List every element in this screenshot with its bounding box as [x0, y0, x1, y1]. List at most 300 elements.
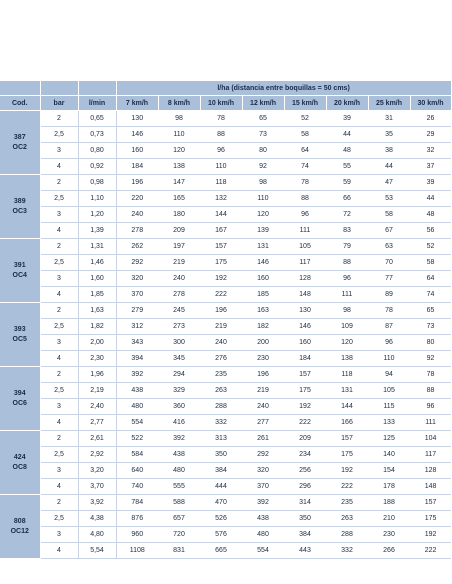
application-rate-cell: 831: [158, 543, 200, 559]
application-rate-cell: 47: [368, 175, 410, 191]
application-rate-cell: 370: [242, 479, 284, 495]
application-rate-cell: 222: [200, 287, 242, 303]
application-rate-cell: 73: [242, 127, 284, 143]
table-row: [0, 383, 451, 399]
application-rate-cell: 657: [158, 511, 200, 527]
pressure-cell: 2: [40, 303, 78, 319]
application-rate-cell: 278: [116, 223, 158, 239]
application-rate-cell: 53: [368, 191, 410, 207]
application-rate-cell: 279: [116, 303, 158, 319]
pressure-cell: 2: [40, 111, 78, 127]
application-rate-cell: 175: [200, 255, 242, 271]
application-rate-cell: 220: [116, 191, 158, 207]
application-rate-cell: 480: [116, 399, 158, 415]
table-row: [0, 415, 451, 431]
header-bar: bar: [40, 96, 78, 111]
pressure-cell: 3: [40, 399, 78, 415]
application-rate-cell: 640: [116, 463, 158, 479]
flow-rate-cell: 1,31: [78, 239, 116, 255]
application-rate-cell: 96: [284, 207, 326, 223]
nozzle-code-cell: [0, 303, 40, 367]
application-rate-cell: 192: [200, 271, 242, 287]
flow-rate-cell: 2,30: [78, 351, 116, 367]
application-rate-cell: 157: [284, 367, 326, 383]
application-rate-cell: 240: [158, 271, 200, 287]
flow-rate-cell: 1,82: [78, 319, 116, 335]
application-rate-cell: 105: [368, 383, 410, 399]
application-rate-cell: 245: [158, 303, 200, 319]
application-rate-cell: 87: [368, 319, 410, 335]
application-rate-cell: 370: [116, 287, 158, 303]
application-rate-cell: 1108: [116, 543, 158, 559]
application-rate-cell: 88: [200, 127, 242, 143]
application-rate-cell: 296: [284, 479, 326, 495]
application-rate-cell: 138: [326, 351, 368, 367]
application-rate-cell: 180: [158, 207, 200, 223]
application-rate-cell: 133: [368, 415, 410, 431]
application-rate-cell: 58: [284, 127, 326, 143]
application-rate-cell: 72: [326, 207, 368, 223]
application-rate-cell: 584: [116, 447, 158, 463]
pressure-cell: 3: [40, 207, 78, 223]
application-rate-cell: 588: [158, 495, 200, 511]
application-rate-cell: 58: [410, 255, 451, 271]
application-rate-cell: 125: [368, 431, 410, 447]
application-rate-cell: 230: [368, 527, 410, 543]
header-speed: 10 km/h: [200, 96, 242, 111]
application-rate-cell: 48: [326, 143, 368, 159]
application-rate-cell: 148: [284, 287, 326, 303]
application-rate-cell: 104: [410, 431, 451, 447]
application-rate-cell: 157: [410, 495, 451, 511]
application-rate-cell: 92: [410, 351, 451, 367]
table-body: [0, 111, 451, 559]
application-rate-cell: 74: [410, 287, 451, 303]
table-row: [0, 143, 451, 159]
application-rate-cell: 266: [368, 543, 410, 559]
application-rate-cell: 96: [326, 271, 368, 287]
table-row: [0, 239, 451, 255]
application-rate-cell: 73: [410, 319, 451, 335]
table-row: [0, 191, 451, 207]
application-rate-cell: 784: [116, 495, 158, 511]
application-rate-cell: 278: [158, 287, 200, 303]
application-rate-cell: 59: [326, 175, 368, 191]
application-rate-cell: 554: [242, 543, 284, 559]
flow-rate-cell: 1,46: [78, 255, 116, 271]
application-rate-cell: 192: [284, 399, 326, 415]
application-rate-cell: 576: [200, 527, 242, 543]
application-rate-cell: 444: [200, 479, 242, 495]
pressure-cell: 2,5: [40, 127, 78, 143]
table-row: [0, 271, 451, 287]
application-rate-cell: 144: [326, 399, 368, 415]
pressure-cell: 2,5: [40, 383, 78, 399]
header-speed: 25 km/h: [368, 96, 410, 111]
table-row: [0, 111, 451, 127]
application-rate-cell: 554: [116, 415, 158, 431]
application-rate-cell: 117: [410, 447, 451, 463]
application-rate-cell: 166: [326, 415, 368, 431]
application-rate-cell: 35: [368, 127, 410, 143]
header-speed: 7 km/h: [116, 96, 158, 111]
table-row: [0, 223, 451, 239]
application-rate-cell: 154: [368, 463, 410, 479]
pressure-cell: 2: [40, 175, 78, 191]
application-rate-cell: 184: [284, 351, 326, 367]
flow-rate-cell: 2,19: [78, 383, 116, 399]
application-rate-cell: 66: [326, 191, 368, 207]
application-rate-cell: 230: [242, 351, 284, 367]
nozzle-code-line: 393: [13, 326, 26, 334]
application-rate-cell: 163: [242, 303, 284, 319]
flow-rate-cell: 3,20: [78, 463, 116, 479]
flow-rate-cell: 1,10: [78, 191, 116, 207]
application-rate-cell: 39: [410, 175, 451, 191]
application-rate-cell: 185: [242, 287, 284, 303]
application-rate-cell: 37: [410, 159, 451, 175]
application-rate-cell: 720: [158, 527, 200, 543]
flow-rate-cell: 1,63: [78, 303, 116, 319]
flow-rate-cell: 2,92: [78, 447, 116, 463]
table-row: [0, 479, 451, 495]
application-rate-cell: 234: [284, 447, 326, 463]
flow-rate-cell: 1,96: [78, 367, 116, 383]
application-rate-cell: 960: [116, 527, 158, 543]
application-rate-cell: 392: [242, 495, 284, 511]
header-speed: 15 km/h: [284, 96, 326, 111]
application-rate-cell: 65: [242, 111, 284, 127]
application-rate-cell: 88: [410, 383, 451, 399]
application-rate-cell: 196: [200, 303, 242, 319]
application-rate-cell: 192: [326, 463, 368, 479]
application-rate-cell: 111: [410, 415, 451, 431]
application-rate-cell: 438: [116, 383, 158, 399]
application-rate-cell: 262: [116, 239, 158, 255]
application-rate-cell: 96: [368, 335, 410, 351]
flow-rate-cell: 0,98: [78, 175, 116, 191]
application-rate-cell: 263: [326, 511, 368, 527]
flow-rate-cell: 1,60: [78, 271, 116, 287]
application-rate-cell: 167: [200, 223, 242, 239]
nozzle-code-cell: [0, 239, 40, 303]
pressure-cell: 3: [40, 271, 78, 287]
header-blank-cod: [0, 81, 40, 96]
application-rate-cell: 70: [368, 255, 410, 271]
application-rate-cell: 160: [284, 335, 326, 351]
application-rate-cell: 165: [158, 191, 200, 207]
nozzle-code-line: OC12: [10, 527, 29, 535]
nozzle-code-line: OC6: [12, 399, 27, 407]
application-rate-cell: 131: [242, 239, 284, 255]
header-lha-group: l/ha (distancia entre boquillas = 50 cms): [116, 81, 451, 96]
application-rate-cell: 665: [200, 543, 242, 559]
application-rate-cell: 140: [368, 447, 410, 463]
application-rate-cell: 329: [158, 383, 200, 399]
flow-rate-cell: 2,00: [78, 335, 116, 351]
application-rate-cell: 67: [368, 223, 410, 239]
application-rate-cell: 98: [158, 111, 200, 127]
table-row: [0, 495, 451, 511]
header-row-columns: [0, 96, 451, 111]
flow-rate-cell: 2,40: [78, 399, 116, 415]
application-rate-cell: 160: [116, 143, 158, 159]
application-rate-cell: 146: [284, 319, 326, 335]
application-rate-cell: 300: [158, 335, 200, 351]
application-rate-cell: 876: [116, 511, 158, 527]
flow-rate-cell: 5,54: [78, 543, 116, 559]
application-rate-cell: 292: [242, 447, 284, 463]
nozzle-code-line: 394: [13, 390, 26, 398]
nozzle-code-cell: [0, 175, 40, 239]
application-rate-cell: 144: [200, 207, 242, 223]
nozzle-code-line: 808: [13, 518, 26, 526]
application-rate-cell: 470: [200, 495, 242, 511]
application-rate-cell: 314: [284, 495, 326, 511]
flow-rate-cell: 0,65: [78, 111, 116, 127]
flow-rate-cell: 0,73: [78, 127, 116, 143]
application-rate-cell: 132: [200, 191, 242, 207]
nozzle-code-line: OC2: [12, 143, 27, 151]
flow-rate-cell: 1,39: [78, 223, 116, 239]
application-rate-cell: 740: [116, 479, 158, 495]
pressure-cell: 2,5: [40, 447, 78, 463]
application-rate-cell: 146: [116, 127, 158, 143]
application-rate-cell: 78: [368, 303, 410, 319]
pressure-cell: 3: [40, 143, 78, 159]
application-rate-cell: 98: [242, 175, 284, 191]
pressure-cell: 2,5: [40, 191, 78, 207]
nozzle-code-line: 389: [13, 198, 26, 206]
table-row: [0, 303, 451, 319]
application-rate-cell: 345: [158, 351, 200, 367]
pressure-cell: 3: [40, 335, 78, 351]
application-rate-cell: 44: [410, 191, 451, 207]
application-rate-cell: 44: [326, 127, 368, 143]
application-rate-cell: 139: [242, 223, 284, 239]
application-rate-cell: 63: [368, 239, 410, 255]
nozzle-code-line: OC3: [12, 207, 27, 215]
application-rate-cell: 438: [158, 447, 200, 463]
application-rate-cell: 209: [158, 223, 200, 239]
application-rate-cell: 277: [242, 415, 284, 431]
application-rate-cell: 89: [368, 287, 410, 303]
application-rate-cell: 77: [368, 271, 410, 287]
application-rate-cell: 96: [410, 399, 451, 415]
application-rate-cell: 64: [284, 143, 326, 159]
pressure-cell: 2: [40, 367, 78, 383]
application-rate-cell: 118: [326, 367, 368, 383]
pressure-cell: 2: [40, 431, 78, 447]
application-rate-cell: 128: [284, 271, 326, 287]
application-rate-cell: 394: [116, 351, 158, 367]
application-rate-cell: 58: [368, 207, 410, 223]
pressure-cell: 4: [40, 287, 78, 303]
flow-rate-cell: 2,61: [78, 431, 116, 447]
application-rate-cell: 175: [326, 447, 368, 463]
application-rate-cell: 182: [242, 319, 284, 335]
application-rate-cell: 526: [200, 511, 242, 527]
flow-rate-cell: 3,92: [78, 495, 116, 511]
table-row: [0, 335, 451, 351]
application-rate-cell: 219: [242, 383, 284, 399]
application-rate-cell: 522: [116, 431, 158, 447]
header-cod: Cod.: [0, 96, 40, 111]
application-rate-cell: 184: [116, 159, 158, 175]
application-rate-cell: 115: [368, 399, 410, 415]
application-rate-cell: 222: [326, 479, 368, 495]
application-rate-cell: 384: [284, 527, 326, 543]
header-speed: 20 km/h: [326, 96, 368, 111]
application-rate-cell: 312: [116, 319, 158, 335]
application-rate-cell: 117: [284, 255, 326, 271]
application-rate-cell: 200: [242, 335, 284, 351]
header-speed: 12 km/h: [242, 96, 284, 111]
pressure-cell: 4: [40, 543, 78, 559]
application-rate-cell: 29: [410, 127, 451, 143]
application-rate-cell: 88: [326, 255, 368, 271]
table-row: [0, 319, 451, 335]
application-rate-cell: 110: [368, 351, 410, 367]
flow-rate-cell: 3,70: [78, 479, 116, 495]
pressure-cell: 2: [40, 239, 78, 255]
pressure-cell: 4: [40, 159, 78, 175]
application-rate-cell: 235: [200, 367, 242, 383]
flow-rate-cell: 4,38: [78, 511, 116, 527]
application-rate-cell: 480: [242, 527, 284, 543]
application-rate-cell: 146: [242, 255, 284, 271]
application-rate-cell: 148: [410, 479, 451, 495]
nozzle-code-line: 387: [13, 134, 26, 142]
application-rate-cell: 210: [368, 511, 410, 527]
nozzle-code-cell: [0, 431, 40, 495]
header-blank-bar: [40, 81, 78, 96]
table-row: [0, 463, 451, 479]
application-rate-cell: 360: [158, 399, 200, 415]
table-row: [0, 207, 451, 223]
application-rate-cell: 92: [242, 159, 284, 175]
application-rate-cell: 147: [158, 175, 200, 191]
application-rate-cell: 443: [284, 543, 326, 559]
application-rate-cell: 31: [368, 111, 410, 127]
application-rate-cell: 56: [410, 223, 451, 239]
application-rate-cell: 32: [410, 143, 451, 159]
flow-rate-cell: 4,80: [78, 527, 116, 543]
application-rate-cell: 130: [284, 303, 326, 319]
application-rate-cell: 157: [200, 239, 242, 255]
application-rate-cell: 384: [200, 463, 242, 479]
application-rate-cell: 78: [200, 111, 242, 127]
application-rate-cell: 392: [158, 431, 200, 447]
application-rate-cell: 350: [284, 511, 326, 527]
application-rate-cell: 52: [284, 111, 326, 127]
flow-rate-cell: 1,85: [78, 287, 116, 303]
application-rate-cell: 105: [284, 239, 326, 255]
application-rate-cell: 288: [326, 527, 368, 543]
table-row: [0, 127, 451, 143]
flow-rate-cell: 2,77: [78, 415, 116, 431]
application-rate-cell: 288: [200, 399, 242, 415]
table-row: [0, 511, 451, 527]
flow-rate-cell: 1,20: [78, 207, 116, 223]
application-rate-cell: 416: [158, 415, 200, 431]
table-row: [0, 351, 451, 367]
application-rate-cell: 263: [200, 383, 242, 399]
application-rate-cell: 209: [284, 431, 326, 447]
application-rate-cell: 98: [326, 303, 368, 319]
application-rate-cell: 178: [368, 479, 410, 495]
application-rate-cell: 109: [326, 319, 368, 335]
application-rate-cell: 332: [200, 415, 242, 431]
application-rate-cell: 78: [410, 367, 451, 383]
pressure-cell: 3: [40, 527, 78, 543]
application-rate-cell: 65: [410, 303, 451, 319]
pressure-cell: 4: [40, 223, 78, 239]
application-rate-cell: 188: [368, 495, 410, 511]
application-rate-cell: 240: [116, 207, 158, 223]
application-rate-cell: 26: [410, 111, 451, 127]
application-rate-cell: 235: [326, 495, 368, 511]
application-rate-cell: 138: [158, 159, 200, 175]
application-rate-cell: 350: [200, 447, 242, 463]
nozzle-code-line: 424: [13, 454, 26, 462]
application-rate-cell: 80: [242, 143, 284, 159]
application-rate-cell: 111: [326, 287, 368, 303]
application-rate-cell: 48: [410, 207, 451, 223]
application-rate-cell: 438: [242, 511, 284, 527]
application-rate-cell: 110: [242, 191, 284, 207]
application-rate-cell: 128: [410, 463, 451, 479]
application-rate-cell: 196: [116, 175, 158, 191]
application-rate-cell: 74: [284, 159, 326, 175]
application-rate-cell: 196: [242, 367, 284, 383]
pressure-cell: 4: [40, 479, 78, 495]
header-speed: 30 km/h: [410, 96, 451, 111]
application-rate-cell: 313: [200, 431, 242, 447]
pressure-cell: 2,5: [40, 511, 78, 527]
application-rate-cell: 78: [284, 175, 326, 191]
application-rate-cell: 131: [326, 383, 368, 399]
application-rate-cell: 219: [200, 319, 242, 335]
application-rate-cell: 130: [116, 111, 158, 127]
application-rate-cell: 332: [326, 543, 368, 559]
table-row: [0, 399, 451, 415]
application-rate-cell: 222: [410, 543, 451, 559]
table-row: [0, 431, 451, 447]
pressure-cell: 2,5: [40, 319, 78, 335]
pressure-cell: 3: [40, 463, 78, 479]
table-row: [0, 287, 451, 303]
application-rate-cell: 197: [158, 239, 200, 255]
application-rate-cell: 55: [326, 159, 368, 175]
nozzle-code-cell: [0, 495, 40, 559]
nozzle-code-cell: [0, 111, 40, 175]
application-rate-cell: 120: [242, 207, 284, 223]
application-rate-cell: 320: [242, 463, 284, 479]
header-blank-lmin: [78, 81, 116, 96]
nozzle-code-line: OC4: [12, 271, 27, 279]
application-rate-cell: 276: [200, 351, 242, 367]
application-rate-cell: 64: [410, 271, 451, 287]
table-row: [0, 255, 451, 271]
flow-rate-cell: 0,80: [78, 143, 116, 159]
nozzle-code-line: 391: [13, 262, 26, 270]
nozzle-application-rate-table: [0, 81, 452, 559]
application-rate-cell: 80: [410, 335, 451, 351]
application-rate-cell: 175: [410, 511, 451, 527]
application-rate-cell: 39: [326, 111, 368, 127]
application-rate-cell: 240: [242, 399, 284, 415]
